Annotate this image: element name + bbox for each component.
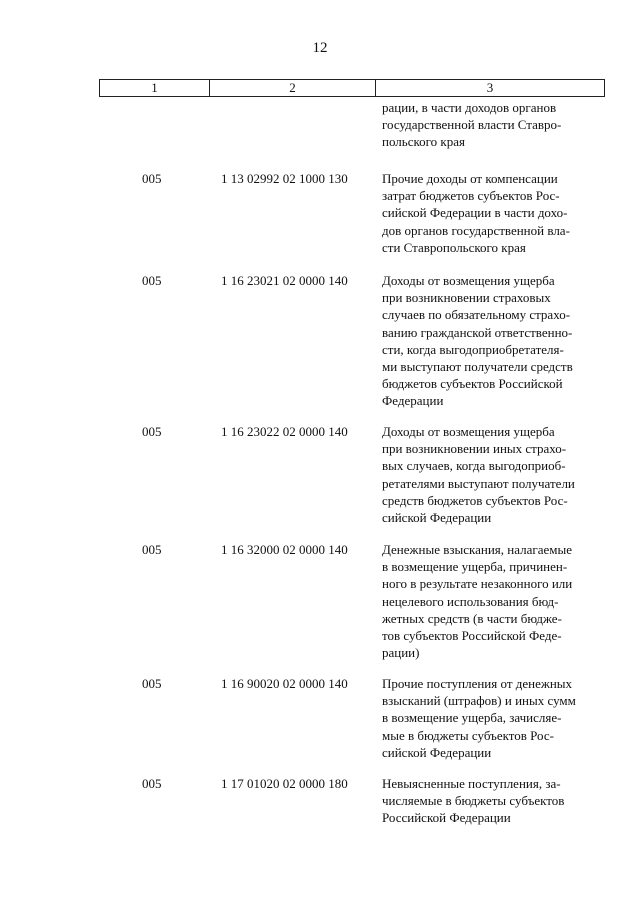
description-line: числяемые в бюджеты субъектов <box>382 793 565 809</box>
description-line: затрат бюджетов субъектов Рос- <box>382 188 560 204</box>
kbk-code: 1 16 23021 02 0000 140 <box>221 273 348 288</box>
description-line: при возникновении страховых <box>382 290 551 306</box>
admin-code: 005 <box>142 273 162 288</box>
description-line: ми выступают получатели средств <box>382 359 573 375</box>
admin-code: 005 <box>142 776 162 791</box>
description-line: Доходы от возмещения ущерба <box>382 424 555 439</box>
header-col-1: 1 <box>100 80 210 96</box>
description-line: Невыясненные поступления, за- <box>382 776 561 791</box>
kbk-code: 1 16 32000 02 0000 140 <box>221 542 348 557</box>
kbk-code: 1 17 01020 02 0000 180 <box>221 776 348 791</box>
description-line: сийской Федерации <box>382 744 492 760</box>
description-line: сийской Федерации в части дохо- <box>382 205 568 221</box>
description-line: в возмещение ущерба, зачисляе- <box>382 710 562 726</box>
description-line: рации, в части доходов органов <box>382 100 557 115</box>
kbk-code: 1 16 90020 02 0000 140 <box>221 676 348 691</box>
description-line: взысканий (штрафов) и иных сумм <box>382 693 576 709</box>
admin-code: 005 <box>142 171 162 186</box>
kbk-code: 1 13 02992 02 1000 130 <box>221 171 348 186</box>
table-header <box>99 79 605 97</box>
description-line: ванию гражданской ответственно- <box>382 324 573 340</box>
description-line: польского края <box>382 134 465 149</box>
description-line: средств бюджетов субъектов Рос- <box>382 492 568 508</box>
description-line: вых случаев, когда выгодоприоб- <box>382 458 566 474</box>
description-line: Российской Федерации <box>382 810 511 826</box>
header-col-2: 2 <box>210 80 376 96</box>
description-line: сти, когда выгодоприобретателя- <box>382 341 564 357</box>
income-description <box>382 423 607 526</box>
income-description <box>382 541 607 661</box>
header-col-3: 3 <box>486 80 494 95</box>
description-line: рации) <box>382 645 420 661</box>
description-line: дов органов государственной вла- <box>382 222 570 238</box>
description-line: Прочие поступления от денежных <box>382 676 573 691</box>
income-description <box>382 775 607 827</box>
description-line: Федерации <box>382 393 444 409</box>
description-line: Прочие доходы от компенсации <box>382 171 558 186</box>
admin-code: 005 <box>142 424 162 439</box>
continuation-description <box>382 99 607 150</box>
page-number: 12 <box>312 40 328 56</box>
description-line: жетных средств (в части бюдже- <box>382 610 562 626</box>
description-line: при возникновении иных страхо- <box>382 441 567 457</box>
income-description <box>382 675 607 761</box>
description-line: случаев по обязательному страхо- <box>382 307 571 323</box>
description-line: тов субъектов Российской Феде- <box>382 628 562 644</box>
description-line: государственной власти Ставро- <box>382 117 562 132</box>
description-line: Денежные взыскания, налагаемые <box>382 542 572 557</box>
admin-code: 005 <box>142 542 162 557</box>
kbk-code: 1 16 23022 02 0000 140 <box>221 424 348 439</box>
description-line: мые в бюджеты субъектов Рос- <box>382 727 554 743</box>
income-description <box>382 170 607 256</box>
admin-code: 005 <box>142 676 162 691</box>
description-line: ретателями выступают получатели <box>382 475 575 491</box>
description-line: в возмещение ущерба, причинен- <box>382 559 568 575</box>
description-line: бюджетов субъектов Российской <box>382 376 563 392</box>
description-line: сийской Федерации <box>382 510 492 526</box>
description-line: Доходы от возмещения ущерба <box>382 273 555 288</box>
description-line: нецелевого использования бюд- <box>382 593 559 609</box>
income-description <box>382 272 607 410</box>
description-line: ного в результате незаконного или <box>382 576 573 592</box>
description-line: сти Ставропольского края <box>382 239 526 255</box>
